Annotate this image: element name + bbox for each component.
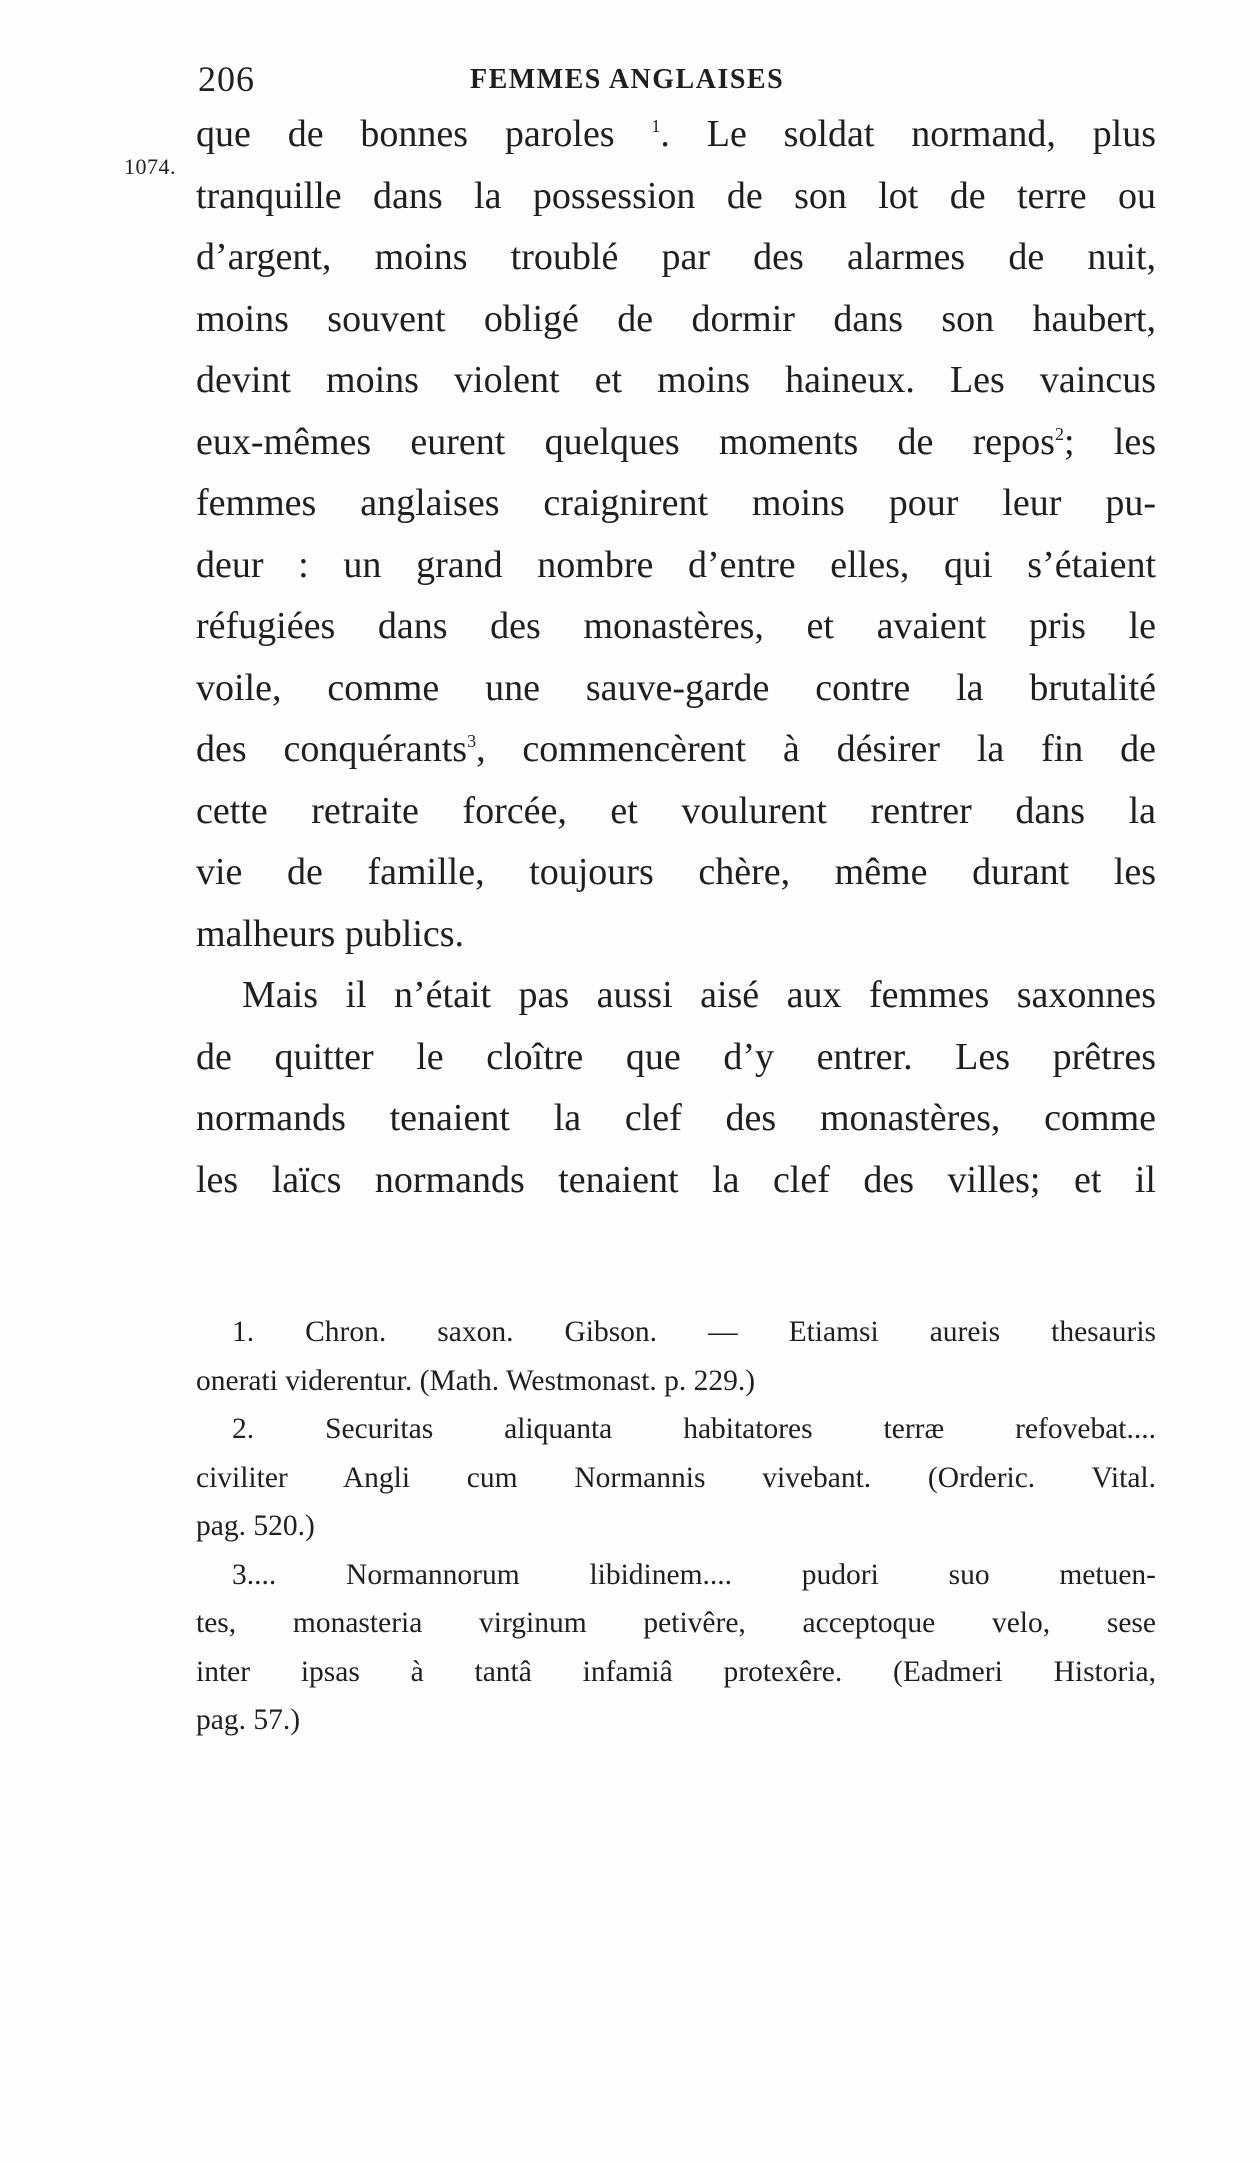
margin-year: 1074.	[124, 154, 176, 179]
running-head: FEMMES ANGLAISES	[470, 64, 785, 95]
page-number: 206	[198, 59, 255, 99]
body-line: réfugiées dans des monastères, et avaient pris le	[196, 605, 1156, 647]
body-text	[196, 104, 1156, 1211]
footnote-line: civiliter Angli cum Normannis vivebant. (Orderic. Vital.	[196, 1461, 1156, 1494]
page-header	[0, 58, 1260, 108]
body-line	[196, 719, 1156, 781]
body-line: voile, comme une sauve-garde contre la brutalité	[196, 666, 1156, 709]
footnote-line: 2. Securitas aliquanta habitatores terræ refovebat....	[232, 1413, 1156, 1445]
body-line	[196, 104, 1156, 166]
body-line: devint moins violent et moins haineux. Les vaincus	[196, 359, 1156, 401]
body-line: cette retraite forcée, et voulurent rentrer dans la	[196, 789, 1156, 832]
footnote-ref: 2	[1054, 423, 1064, 444]
footnote-line: onerati viderentur. (Math. Westmonast. p. 229.)	[196, 1364, 756, 1397]
body-line: vie de famille, toujours chère, même durant les	[196, 851, 1156, 893]
footnote-line: inter ipsas à tantâ infamiâ protexêre. (Eadmeri Historia,	[196, 1655, 1156, 1688]
footnote-line: tes, monasteria virginum petivêre, acceptoque velo, sese	[196, 1607, 1156, 1639]
body-line-text: que de bonnes paroles	[196, 113, 652, 155]
body-line	[196, 412, 1156, 474]
footnotes	[196, 1308, 1156, 1745]
footnote-line: 1. Chron. saxon. Gibson. — Etiamsi aureis thesauris	[232, 1316, 1156, 1348]
body-line: de quitter le cloître que d’y entrer. Les prêtres	[196, 1035, 1156, 1078]
body-line: femmes anglaises craignirent moins pour leur pu-	[196, 482, 1156, 524]
body-line: d’argent, moins troublé par des alarmes de nuit,	[196, 236, 1156, 278]
body-line: Mais il n’était pas aussi aisé aux femmes saxonnes	[242, 974, 1156, 1016]
body-line-text: , commencèrent à désirer la fin de	[476, 728, 1156, 770]
body-line-text: . Le soldat normand, plus	[660, 113, 1156, 155]
body-line: tranquille dans la possession de son lot de terre ou	[196, 174, 1156, 217]
footnote-ref: 1	[651, 116, 661, 136]
footnote-ref: 3	[467, 731, 477, 751]
body-line-text: eux-mêmes eurent quelques moments de repos	[196, 420, 1055, 463]
body-line-text: des conquérants	[196, 728, 468, 770]
footnote-line: pag. 520.)	[196, 1510, 315, 1542]
footnote-line: pag. 57.)	[196, 1704, 301, 1736]
body-line: les laïcs normands tenaient la clef des villes; et il	[196, 1158, 1156, 1201]
body-line: malheurs publics.	[196, 912, 465, 955]
body-line: moins souvent obligé de dormir dans son haubert,	[196, 297, 1156, 340]
body-line: deur : un grand nombre d’entre elles, qui s’étaient	[196, 543, 1156, 586]
body-line-text: ; les	[1063, 420, 1156, 463]
footnote-line: 3.... Normannorum libidinem.... pudori suo metuen-	[232, 1558, 1156, 1591]
body-line: normands tenaient la clef des monastères, comme	[196, 1097, 1156, 1139]
